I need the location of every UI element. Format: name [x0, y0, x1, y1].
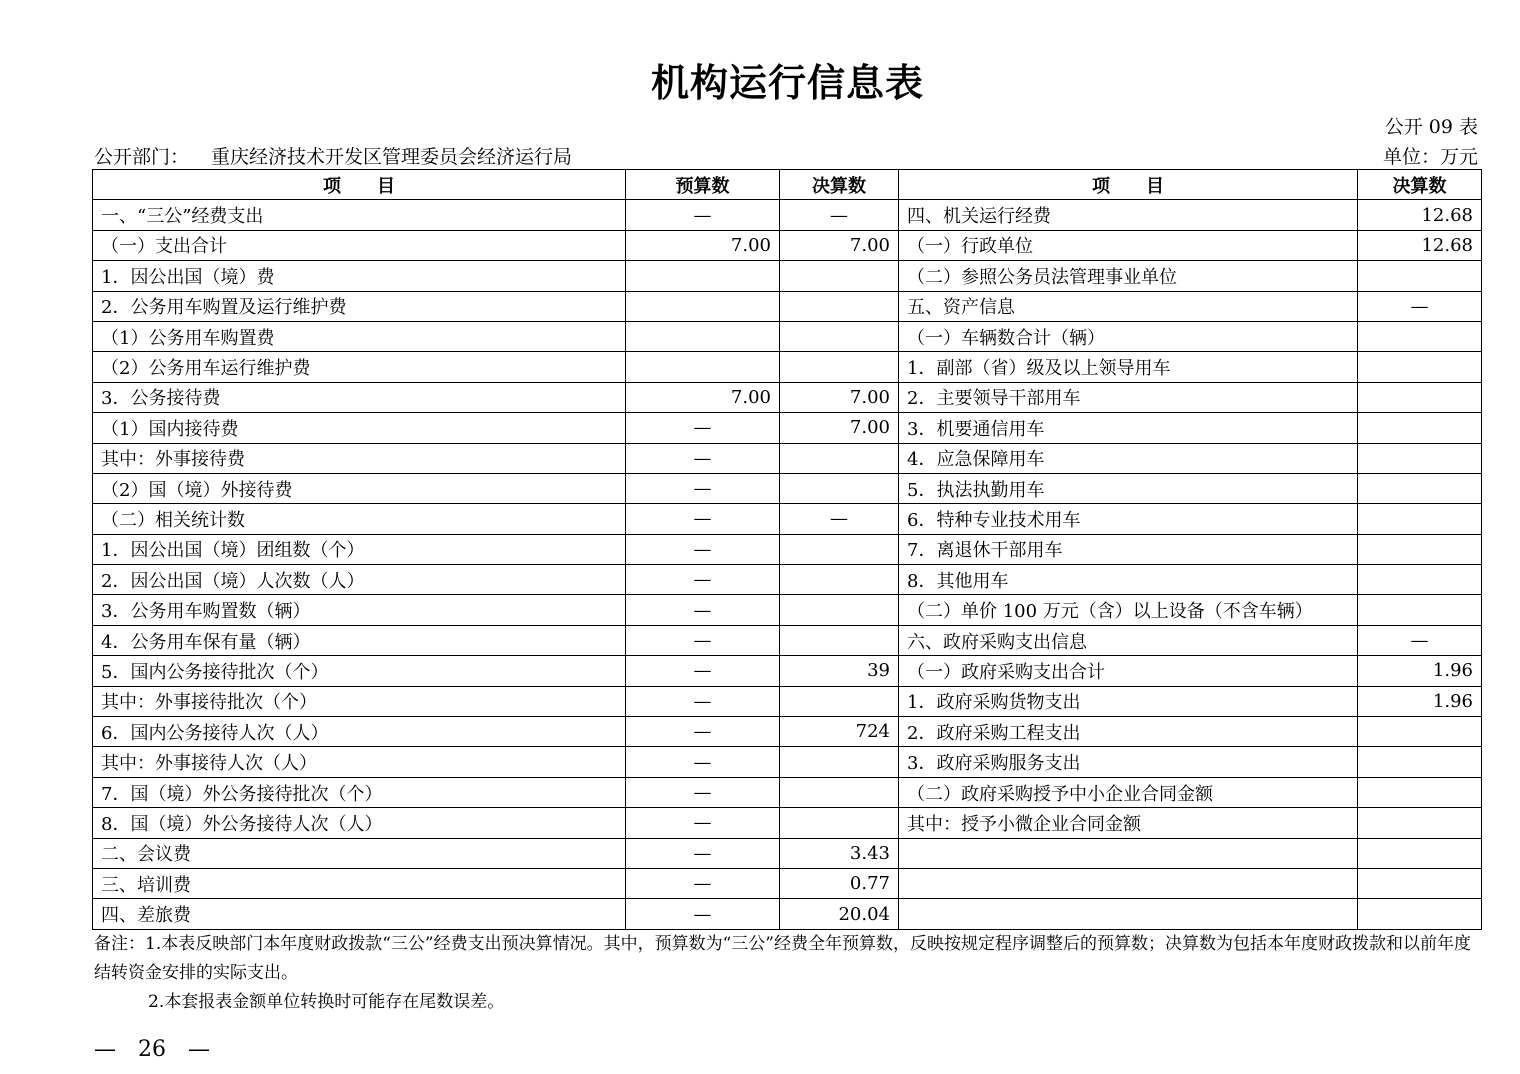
budget-cell: — — [626, 443, 780, 473]
table-row — [93, 838, 1482, 868]
final-cell: 7.00 — [780, 382, 899, 412]
final-cell — [780, 595, 899, 625]
final-cell — [780, 321, 899, 351]
header-right-item: 项 目 — [899, 170, 1358, 200]
right-final-cell — [1358, 777, 1482, 807]
right-item-cell: 5．执法执勤用车 — [899, 473, 1358, 503]
right-final-cell — [1358, 321, 1482, 351]
notes — [94, 930, 1480, 1017]
table-row — [93, 321, 1482, 351]
left-item-cell: 其中：外事接待人次（人） — [93, 747, 626, 777]
left-item-cell: 一、“三公”经费支出 — [93, 200, 626, 230]
right-final-cell — [1358, 717, 1482, 747]
right-item-cell: （二）参照公务员法管理事业单位 — [899, 261, 1358, 291]
left-item-cell: 8．国（境）外公务接待人次（人） — [93, 808, 626, 838]
right-final-cell — [1358, 443, 1482, 473]
final-cell — [780, 777, 899, 807]
left-item-cell: （一）支出合计 — [93, 230, 626, 260]
table-row — [93, 230, 1482, 260]
header-final: 决算数 — [780, 170, 899, 200]
right-item-cell: 2．主要领导干部用车 — [899, 382, 1358, 412]
right-final-cell: 12.68 — [1358, 200, 1482, 230]
right-final-cell: 1.96 — [1358, 686, 1482, 716]
final-cell — [780, 625, 899, 655]
table-row — [93, 717, 1482, 747]
info-table — [92, 169, 1482, 930]
right-final-cell: 12.68 — [1358, 230, 1482, 260]
left-item-cell: 3．公务接待费 — [93, 382, 626, 412]
table-row — [93, 565, 1482, 595]
table-row — [93, 504, 1482, 534]
final-cell — [780, 565, 899, 595]
right-item-cell — [899, 838, 1358, 868]
final-cell — [780, 534, 899, 564]
left-item-cell: 2．公务用车购置及运行维护费 — [93, 291, 626, 321]
right-item-cell: 四、机关运行经费 — [899, 200, 1358, 230]
budget-cell: — — [626, 777, 780, 807]
final-cell: 3.43 — [780, 838, 899, 868]
page-title: 机构运行信息表 — [650, 61, 924, 105]
right-item-cell: （二）单价 100 万元（含）以上设备（不含车辆） — [899, 595, 1358, 625]
final-cell — [780, 747, 899, 777]
note-1: 备注：1.本表反映部门本年度财政拨款“三公”经费支出预决算情况。其中，预算数为“三公”经费全年预算数，反映按规定程序调整后的预算数；决算数为包括本年度财政拨款和以前年度结转资金安排的实际支出。 — [94, 934, 1471, 983]
header-budget: 预算数 — [626, 170, 780, 200]
right-final-cell — [1358, 595, 1482, 625]
budget-cell: — — [626, 595, 780, 625]
department-name: 重庆经济技术开发区管理委员会经济运行局 — [211, 146, 573, 168]
right-item-cell: 其中：授予小微企业合同金额 — [899, 808, 1358, 838]
right-final-cell: — — [1358, 291, 1482, 321]
table-row — [93, 200, 1482, 230]
right-item-cell: 3．机要通信用车 — [899, 413, 1358, 443]
table-header-row — [93, 170, 1482, 200]
budget-cell: — — [626, 504, 780, 534]
final-cell — [780, 291, 899, 321]
budget-cell: 7.00 — [626, 382, 780, 412]
final-cell: 0.77 — [780, 868, 899, 898]
right-final-cell — [1358, 413, 1482, 443]
final-cell: 20.04 — [780, 899, 899, 929]
budget-cell — [626, 291, 780, 321]
right-item-cell: （二）政府采购授予中小企业合同金额 — [899, 777, 1358, 807]
table-row — [93, 777, 1482, 807]
table-row — [93, 686, 1482, 716]
final-cell — [780, 352, 899, 382]
form-number: 公开 09 表 — [1384, 116, 1478, 138]
right-item-cell: 2．政府采购工程支出 — [899, 717, 1358, 747]
budget-cell: 7.00 — [626, 230, 780, 260]
budget-cell: — — [626, 534, 780, 564]
left-item-cell: 2．因公出国（境）人次数（人） — [93, 565, 626, 595]
table-row — [93, 656, 1482, 686]
right-item-cell: 7．离退休干部用车 — [899, 534, 1358, 564]
budget-cell: — — [626, 747, 780, 777]
right-final-cell — [1358, 808, 1482, 838]
left-item-cell: 4．公务用车保有量（辆） — [93, 625, 626, 655]
right-item-cell — [899, 868, 1358, 898]
right-final-cell — [1358, 473, 1482, 503]
right-final-cell: — — [1358, 625, 1482, 655]
table-row — [93, 625, 1482, 655]
table-row — [93, 473, 1482, 503]
right-item-cell: 1．副部（省）级及以上领导用车 — [899, 352, 1358, 382]
right-final-cell — [1358, 534, 1482, 564]
final-cell: 39 — [780, 656, 899, 686]
right-item-cell: 五、资产信息 — [899, 291, 1358, 321]
final-cell — [780, 443, 899, 473]
left-item-cell: 3．公务用车购置数（辆） — [93, 595, 626, 625]
right-final-cell — [1358, 747, 1482, 777]
unit-label: 单位：万元 — [1382, 146, 1478, 168]
final-cell: — — [780, 200, 899, 230]
right-item-cell: 3．政府采购服务支出 — [899, 747, 1358, 777]
budget-cell: — — [626, 656, 780, 686]
right-item-cell: 8．其他用车 — [899, 565, 1358, 595]
department-line — [94, 142, 572, 169]
note-2: 2.本套报表金额单位转换时可能存在尾数误差。 — [148, 992, 505, 1012]
budget-cell: — — [626, 413, 780, 443]
right-item-cell: 4．应急保障用车 — [899, 443, 1358, 473]
budget-cell — [626, 261, 780, 291]
page-number: — 26 — — [94, 1037, 210, 1062]
table-row — [93, 291, 1482, 321]
budget-cell: — — [626, 200, 780, 230]
right-item-cell: （一）车辆数合计（辆） — [899, 321, 1358, 351]
right-item-cell: 六、政府采购支出信息 — [899, 625, 1358, 655]
budget-cell: — — [626, 717, 780, 747]
department-label: 公开部门： — [94, 146, 190, 168]
right-item-cell: 1．政府采购货物支出 — [899, 686, 1358, 716]
left-item-cell: 1．因公出国（境）费 — [93, 261, 626, 291]
table-row — [93, 868, 1482, 898]
final-cell: 7.00 — [780, 230, 899, 260]
table-row — [93, 595, 1482, 625]
right-final-cell — [1358, 352, 1482, 382]
left-item-cell: 1．因公出国（境）团组数（个） — [93, 534, 626, 564]
right-final-cell — [1358, 382, 1482, 412]
right-final-cell: 1.96 — [1358, 656, 1482, 686]
final-cell — [780, 261, 899, 291]
table-row — [93, 534, 1482, 564]
budget-cell — [626, 321, 780, 351]
left-item-cell: 5．国内公务接待批次（个） — [93, 656, 626, 686]
left-item-cell: 其中：外事接待费 — [93, 443, 626, 473]
budget-cell — [626, 352, 780, 382]
table-row — [93, 443, 1482, 473]
header-right-final: 决算数 — [1358, 170, 1482, 200]
table-row — [93, 352, 1482, 382]
header-left-item: 项 目 — [93, 170, 626, 200]
table-row — [93, 382, 1482, 412]
right-final-cell — [1358, 838, 1482, 868]
left-item-cell: （1）国内接待费 — [93, 413, 626, 443]
table-row — [93, 808, 1482, 838]
table-row — [93, 413, 1482, 443]
right-final-cell — [1358, 504, 1482, 534]
left-item-cell: 二、会议费 — [93, 838, 626, 868]
left-item-cell: 6．国内公务接待人次（人） — [93, 717, 626, 747]
table-row — [93, 261, 1482, 291]
final-cell: 724 — [780, 717, 899, 747]
budget-cell: — — [626, 625, 780, 655]
left-item-cell: 其中：外事接待批次（个） — [93, 686, 626, 716]
left-item-cell: （1）公务用车购置费 — [93, 321, 626, 351]
right-final-cell — [1358, 868, 1482, 898]
table-row — [93, 747, 1482, 777]
budget-cell: — — [626, 565, 780, 595]
final-cell — [780, 808, 899, 838]
budget-cell: — — [626, 899, 780, 929]
right-item-cell: （一）行政单位 — [899, 230, 1358, 260]
table-row — [93, 899, 1482, 929]
budget-cell: — — [626, 838, 780, 868]
right-item-cell — [899, 899, 1358, 929]
budget-cell: — — [626, 473, 780, 503]
left-item-cell: （2）公务用车运行维护费 — [93, 352, 626, 382]
right-final-cell — [1358, 565, 1482, 595]
final-cell: — — [780, 504, 899, 534]
budget-cell: — — [626, 686, 780, 716]
budget-cell: — — [626, 868, 780, 898]
final-cell — [780, 686, 899, 716]
left-item-cell: 四、差旅费 — [93, 899, 626, 929]
left-item-cell: （二）相关统计数 — [93, 504, 626, 534]
budget-cell: — — [626, 808, 780, 838]
left-item-cell: （2）国（境）外接待费 — [93, 473, 626, 503]
right-final-cell — [1358, 261, 1482, 291]
left-item-cell: 三、培训费 — [93, 868, 626, 898]
left-item-cell: 7．国（境）外公务接待批次（个） — [93, 777, 626, 807]
right-item-cell: 6．特种专业技术用车 — [899, 504, 1358, 534]
final-cell — [780, 473, 899, 503]
right-final-cell — [1358, 899, 1482, 929]
final-cell: 7.00 — [780, 413, 899, 443]
right-item-cell: （一）政府采购支出合计 — [899, 656, 1358, 686]
